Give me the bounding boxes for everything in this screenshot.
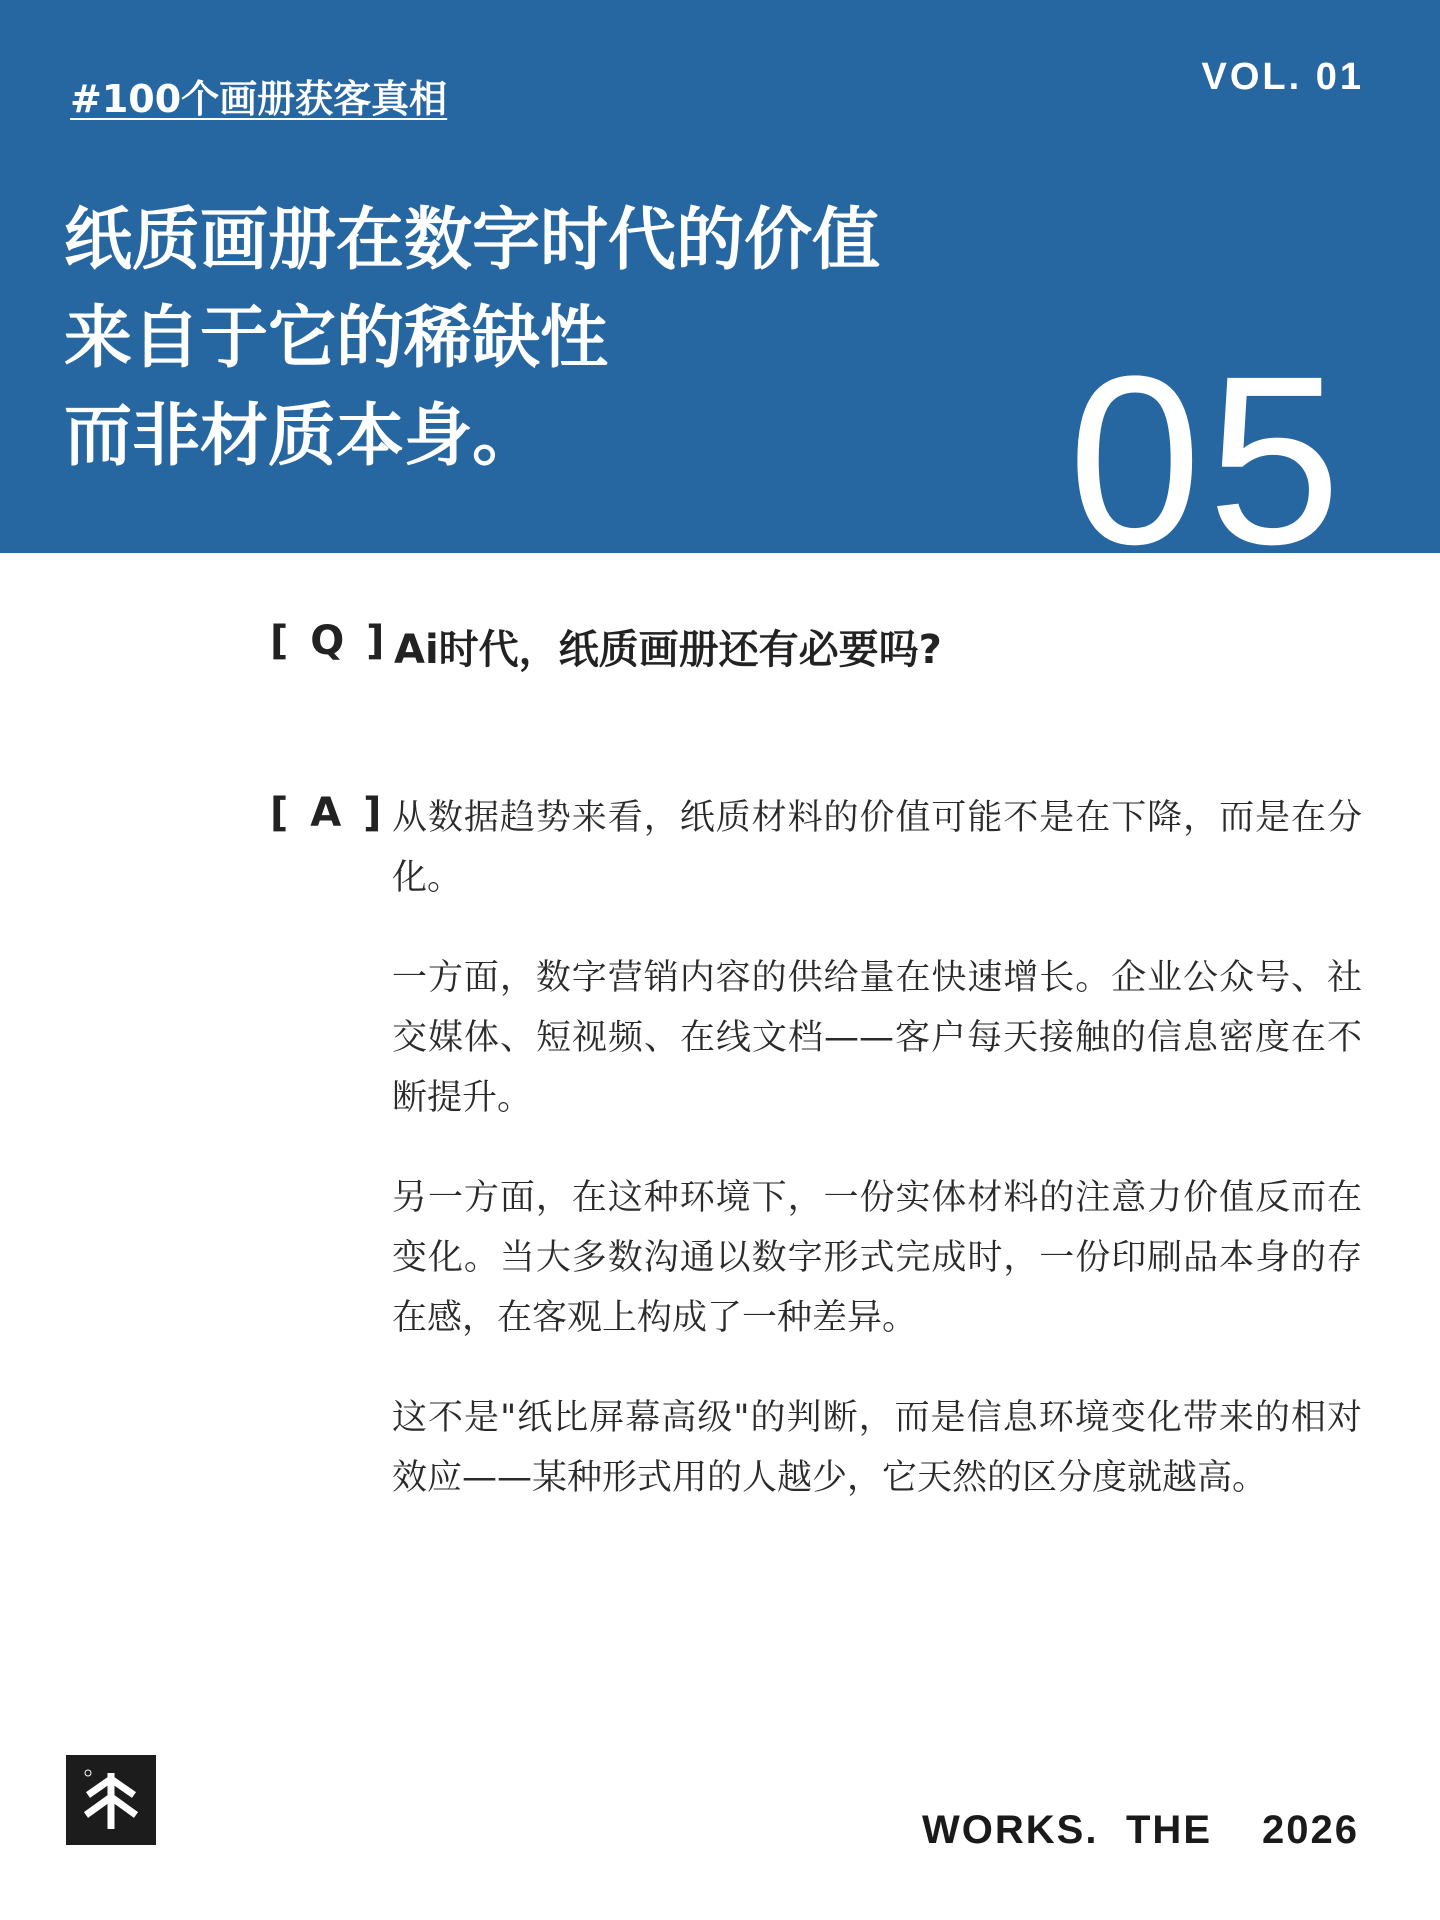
- headline: [64, 192, 880, 486]
- answer-paragraph: 这不是"纸比屏幕高级"的判断，而是信息环境变化带来的相对效应——某种形式用的人越少，它天然的区分度就越高。: [392, 1398, 1362, 1498]
- answer-paragraph: 一方面，数字营销内容的供给量在快速增长。企业公众号、社交媒体、短视频、在线文档——客户每天接触的信息密度在不断提升。: [392, 958, 1362, 1118]
- header-banner: [0, 0, 1440, 553]
- footer-works: WORKS.: [922, 1808, 1099, 1852]
- answer-marker: [ A ]: [270, 790, 386, 836]
- volume-label: VOL. 01: [1201, 56, 1364, 98]
- headline-line-2: 来自于它的稀缺性: [64, 299, 609, 378]
- issue-number: 05: [1068, 326, 1347, 553]
- tree-logo-icon: [66, 1755, 156, 1845]
- answer-body: [392, 788, 1362, 1548]
- series-hashtag[interactable]: #100个画册获客真相: [70, 77, 448, 121]
- answer-paragraph: 另一方面，在这种环境下，一份实体材料的注意力价值反而在变化。当大多数沟通以数字形式完成时，一份印刷品本身的存在感，在客观上构成了一种差异。: [392, 1178, 1362, 1338]
- footer-year: 2026: [1262, 1808, 1359, 1852]
- headline-line-3: 而非材质本身。: [64, 397, 541, 476]
- answer-paragraph: 从数据趋势来看，纸质材料的价值可能不是在下降，而是在分化。: [392, 798, 1362, 898]
- footer-the: THE: [1126, 1808, 1212, 1852]
- question-marker: [ Q ]: [270, 618, 389, 664]
- question-text: Ai时代，纸质画册还有必要吗?: [394, 627, 942, 673]
- headline-line-1: 纸质画册在数字时代的价值: [64, 201, 881, 280]
